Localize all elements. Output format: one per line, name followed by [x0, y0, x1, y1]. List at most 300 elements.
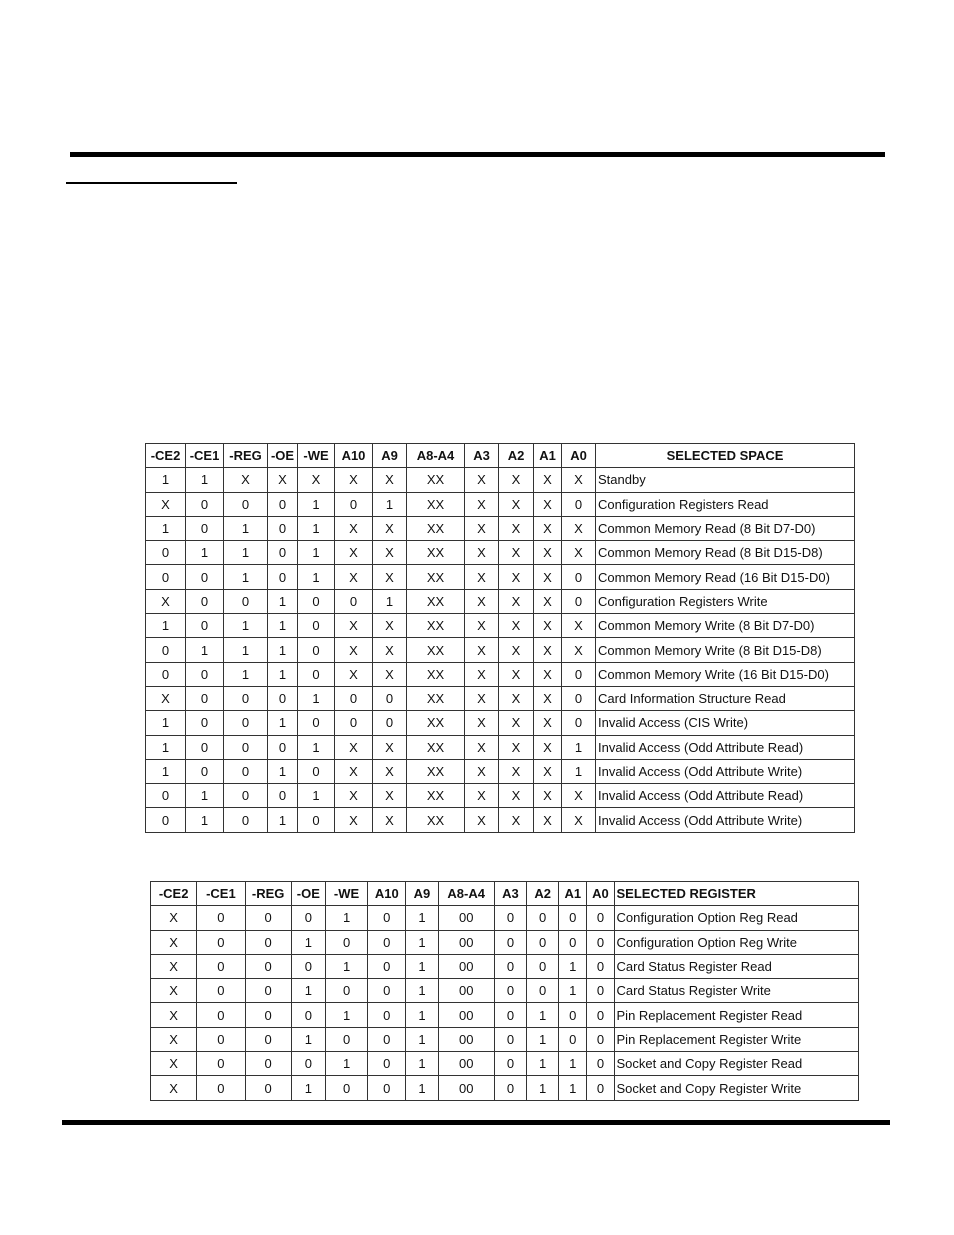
signal-cell: 0 [291, 906, 325, 930]
column-header: A1 [559, 882, 587, 906]
signal-cell: 1 [298, 735, 335, 759]
signal-cell: 0 [527, 954, 559, 978]
signal-cell: 0 [587, 1027, 614, 1051]
description-cell: Configuration Registers Read [596, 492, 855, 516]
signal-cell: 00 [438, 954, 494, 978]
signal-cell: 0 [146, 541, 186, 565]
signal-cell: 0 [146, 784, 186, 808]
signal-cell: 1 [268, 711, 298, 735]
signal-cell: 0 [245, 1027, 291, 1051]
column-header: -OE [268, 444, 298, 468]
signal-cell: 0 [368, 979, 406, 1003]
signal-cell: X [499, 468, 534, 492]
signal-cell: 00 [438, 906, 494, 930]
description-cell: Common Memory Write (8 Bit D7-D0) [596, 614, 855, 638]
description-cell: Socket and Copy Register Read [614, 1052, 858, 1076]
signal-cell: 0 [291, 1052, 325, 1076]
signal-cell: 0 [373, 711, 407, 735]
signal-cell: 0 [368, 930, 406, 954]
signal-cell: 0 [197, 1076, 245, 1100]
signal-cell: 1 [406, 930, 438, 954]
column-header: -CE1 [197, 882, 245, 906]
signal-cell: X [465, 759, 499, 783]
signal-cell: X [465, 614, 499, 638]
signal-cell: 0 [146, 662, 186, 686]
description-cell: Invalid Access (CIS Write) [596, 711, 855, 735]
signal-cell: 0 [562, 662, 596, 686]
signal-cell: X [151, 906, 197, 930]
signal-cell: X [465, 516, 499, 540]
signal-cell: 0 [245, 979, 291, 1003]
description-cell: Invalid Access (Odd Attribute Write) [596, 759, 855, 783]
description-cell: Invalid Access (Odd Attribute Read) [596, 784, 855, 808]
signal-cell: 0 [268, 735, 298, 759]
signal-cell: X [151, 1027, 197, 1051]
signal-cell: XX [407, 759, 465, 783]
description-cell: Card Status Register Read [614, 954, 858, 978]
signal-cell: 0 [268, 492, 298, 516]
signal-cell: 1 [562, 759, 596, 783]
signal-cell: X [465, 589, 499, 613]
table-row [151, 954, 859, 978]
signal-cell: 0 [298, 808, 335, 832]
signal-cell: XX [407, 589, 465, 613]
signal-cell: 0 [224, 784, 268, 808]
signal-cell: 0 [268, 784, 298, 808]
signal-cell: XX [407, 808, 465, 832]
description-cell: Common Memory Write (16 Bit D15-D0) [596, 662, 855, 686]
signal-cell: X [373, 638, 407, 662]
signal-cell: 0 [245, 954, 291, 978]
signal-cell: 0 [559, 1027, 587, 1051]
signal-cell: 1 [298, 686, 335, 710]
signal-cell: 1 [146, 735, 186, 759]
signal-cell: 0 [527, 906, 559, 930]
signal-cell: 0 [146, 565, 186, 589]
signal-cell: X [335, 784, 373, 808]
signal-cell: X [499, 614, 534, 638]
signal-cell: 1 [559, 954, 587, 978]
signal-cell: 1 [186, 784, 224, 808]
signal-cell: 0 [368, 1027, 406, 1051]
signal-cell: X [373, 565, 407, 589]
signal-cell: X [465, 686, 499, 710]
signal-cell: X [534, 686, 562, 710]
signal-cell: 0 [562, 565, 596, 589]
signal-cell: X [224, 468, 268, 492]
signal-cell: X [499, 735, 534, 759]
signal-cell: 0 [325, 1076, 367, 1100]
signal-cell: X [465, 808, 499, 832]
signal-cell: X [562, 638, 596, 662]
signal-cell: 1 [325, 954, 367, 978]
table-row [146, 565, 855, 589]
signal-cell: X [465, 784, 499, 808]
signal-cell: 0 [335, 589, 373, 613]
signal-cell: 0 [186, 614, 224, 638]
signal-cell: X [335, 808, 373, 832]
signal-cell: XX [407, 735, 465, 759]
signal-cell: X [465, 541, 499, 565]
signal-cell: XX [407, 565, 465, 589]
signal-cell: 0 [587, 906, 614, 930]
signal-cell: 0 [335, 492, 373, 516]
table-row [151, 1027, 859, 1051]
signal-cell: 00 [438, 1076, 494, 1100]
signal-cell: X [534, 735, 562, 759]
signal-cell: X [335, 516, 373, 540]
signal-cell: 1 [406, 979, 438, 1003]
signal-cell: 1 [559, 979, 587, 1003]
signal-cell: XX [407, 614, 465, 638]
column-header: A8-A4 [438, 882, 494, 906]
description-cell: Card Status Register Write [614, 979, 858, 1003]
signal-cell: 1 [268, 638, 298, 662]
column-header: -CE2 [146, 444, 186, 468]
signal-cell: 0 [494, 1052, 526, 1076]
signal-cell: 1 [373, 492, 407, 516]
signal-cell: X [268, 468, 298, 492]
signal-cell: 0 [186, 711, 224, 735]
column-header: -OE [291, 882, 325, 906]
signal-cell: 1 [186, 638, 224, 662]
signal-cell: X [151, 1076, 197, 1100]
signal-cell: X [499, 662, 534, 686]
signal-cell: 0 [298, 711, 335, 735]
signal-cell: XX [407, 541, 465, 565]
table-row [146, 808, 855, 832]
signal-cell: X [534, 759, 562, 783]
signal-cell: 1 [298, 565, 335, 589]
signal-cell: 0 [197, 954, 245, 978]
signal-cell: 0 [224, 589, 268, 613]
signal-cell: 1 [268, 589, 298, 613]
column-header: A0 [562, 444, 596, 468]
signal-cell: 1 [224, 614, 268, 638]
signal-cell: X [151, 1003, 197, 1027]
signal-cell: 0 [562, 686, 596, 710]
signal-cell: 1 [298, 784, 335, 808]
signal-cell: 1 [559, 1076, 587, 1100]
table-row [146, 711, 855, 735]
signal-cell: X [151, 979, 197, 1003]
table-row [146, 468, 855, 492]
signal-cell: X [465, 565, 499, 589]
signal-cell: 0 [587, 979, 614, 1003]
signal-cell: 0 [245, 1076, 291, 1100]
signal-cell: 00 [438, 1003, 494, 1027]
table-row [146, 516, 855, 540]
signal-cell: X [373, 759, 407, 783]
signal-cell: 1 [268, 808, 298, 832]
signal-cell: 1 [406, 906, 438, 930]
signal-cell: 0 [245, 1003, 291, 1027]
signal-cell: 0 [559, 906, 587, 930]
signal-cell: 0 [268, 686, 298, 710]
column-header-description: SELECTED REGISTER [614, 882, 858, 906]
table-row [146, 638, 855, 662]
signal-cell: 1 [291, 1027, 325, 1051]
signal-cell: 0 [268, 565, 298, 589]
description-cell: Common Memory Read (8 Bit D15-D8) [596, 541, 855, 565]
signal-cell: 0 [587, 1003, 614, 1027]
signal-cell: 1 [562, 735, 596, 759]
signal-cell: X [562, 468, 596, 492]
signal-cell: X [499, 808, 534, 832]
signal-cell: 1 [559, 1052, 587, 1076]
signal-cell: X [465, 638, 499, 662]
table-row [151, 1076, 859, 1100]
signal-cell: 0 [186, 759, 224, 783]
description-cell: Common Memory Read (16 Bit D15-D0) [596, 565, 855, 589]
signal-cell: X [499, 711, 534, 735]
signal-cell: 0 [494, 979, 526, 1003]
table-row [151, 906, 859, 930]
signal-cell: 1 [146, 759, 186, 783]
signal-cell: 0 [368, 954, 406, 978]
signal-cell: 1 [268, 662, 298, 686]
signal-cell: X [534, 784, 562, 808]
signal-cell: 0 [197, 1052, 245, 1076]
column-header: -CE2 [151, 882, 197, 906]
signal-cell: 00 [438, 1052, 494, 1076]
signal-cell: 0 [587, 1076, 614, 1100]
signal-cell: 0 [494, 1027, 526, 1051]
signal-cell: 1 [527, 1003, 559, 1027]
signal-cell: X [499, 784, 534, 808]
signal-cell: X [562, 516, 596, 540]
signal-cell: 0 [224, 759, 268, 783]
column-header: A3 [465, 444, 499, 468]
signal-cell: 1 [224, 565, 268, 589]
signal-cell: 1 [186, 468, 224, 492]
signal-cell: X [562, 808, 596, 832]
table-row [146, 686, 855, 710]
signal-cell: 0 [373, 686, 407, 710]
signal-cell: 0 [325, 930, 367, 954]
signal-cell: X [373, 541, 407, 565]
table-row [146, 541, 855, 565]
signal-cell: X [499, 492, 534, 516]
signal-cell: 1 [373, 589, 407, 613]
description-cell: Pin Replacement Register Read [614, 1003, 858, 1027]
signal-cell: 0 [197, 930, 245, 954]
signal-cell: XX [407, 638, 465, 662]
column-header: A0 [587, 882, 614, 906]
signal-cell: X [298, 468, 335, 492]
signal-cell: 0 [494, 930, 526, 954]
signal-cell: X [335, 614, 373, 638]
signal-cell: XX [407, 784, 465, 808]
signal-cell: 0 [562, 711, 596, 735]
signal-cell: 0 [325, 979, 367, 1003]
signal-cell: X [465, 711, 499, 735]
signal-cell: 0 [298, 759, 335, 783]
signal-cell: X [335, 468, 373, 492]
signal-cell: X [534, 492, 562, 516]
column-header: A3 [494, 882, 526, 906]
top-rule [70, 152, 885, 157]
signal-cell: 0 [291, 1003, 325, 1027]
signal-cell: X [151, 954, 197, 978]
table-row [151, 1052, 859, 1076]
signal-cell: 1 [291, 979, 325, 1003]
signal-cell: X [335, 662, 373, 686]
signal-cell: 0 [494, 1003, 526, 1027]
column-header: -WE [298, 444, 335, 468]
signal-cell: X [373, 468, 407, 492]
signal-cell: X [373, 784, 407, 808]
signal-cell: X [373, 662, 407, 686]
signal-cell: X [151, 930, 197, 954]
description-cell: Configuration Registers Write [596, 589, 855, 613]
bottom-rule [62, 1120, 890, 1125]
description-cell: Configuration Option Reg Read [614, 906, 858, 930]
column-header: A8-A4 [407, 444, 465, 468]
signal-cell: X [534, 589, 562, 613]
table-row [151, 979, 859, 1003]
signal-cell: 0 [291, 954, 325, 978]
table-row [146, 492, 855, 516]
signal-cell: 0 [186, 589, 224, 613]
signal-cell: 1 [406, 954, 438, 978]
signal-cell: 1 [146, 614, 186, 638]
description-cell: Common Memory Write (8 Bit D15-D8) [596, 638, 855, 662]
signal-cell: 1 [406, 1076, 438, 1100]
signal-cell: X [562, 784, 596, 808]
signal-cell: 1 [224, 638, 268, 662]
signal-cell: 1 [224, 516, 268, 540]
signal-cell: X [534, 468, 562, 492]
signal-cell: 1 [224, 662, 268, 686]
column-header: A9 [406, 882, 438, 906]
signal-cell: 0 [527, 930, 559, 954]
signal-cell: X [335, 638, 373, 662]
description-cell: Socket and Copy Register Write [614, 1076, 858, 1100]
column-header: A2 [499, 444, 534, 468]
signal-cell: 1 [406, 1052, 438, 1076]
signal-cell: 1 [527, 1027, 559, 1051]
table-row [146, 735, 855, 759]
signal-cell: X [499, 541, 534, 565]
table-row [151, 930, 859, 954]
heading-underline [66, 182, 237, 184]
column-header: A1 [534, 444, 562, 468]
signal-cell: 0 [559, 1003, 587, 1027]
column-header-description: SELECTED SPACE [596, 444, 855, 468]
signal-cell: X [534, 662, 562, 686]
signal-cell: 0 [224, 492, 268, 516]
signal-cell: XX [407, 468, 465, 492]
signal-cell: 0 [562, 589, 596, 613]
signal-cell: 1 [298, 492, 335, 516]
signal-cell: 1 [527, 1076, 559, 1100]
signal-cell: XX [407, 516, 465, 540]
signal-cell: XX [407, 492, 465, 516]
signal-cell: 0 [197, 906, 245, 930]
signal-cell: 0 [494, 906, 526, 930]
signal-cell: 0 [146, 638, 186, 662]
column-header: -REG [245, 882, 291, 906]
signal-cell: X [499, 565, 534, 589]
table-header-row [146, 444, 855, 468]
signal-cell: 0 [494, 954, 526, 978]
description-cell: Card Information Structure Read [596, 686, 855, 710]
column-header: A9 [373, 444, 407, 468]
signal-cell: 0 [224, 735, 268, 759]
signal-cell: 0 [197, 1003, 245, 1027]
signal-cell: X [373, 808, 407, 832]
signal-cell: X [499, 589, 534, 613]
signal-cell: 1 [406, 1027, 438, 1051]
signal-cell: X [534, 541, 562, 565]
signal-cell: 0 [562, 492, 596, 516]
signal-cell: X [146, 589, 186, 613]
signal-cell: 1 [224, 541, 268, 565]
signal-cell: 0 [587, 1052, 614, 1076]
selected-register-table [150, 881, 859, 1101]
signal-cell: X [465, 662, 499, 686]
description-cell: Common Memory Read (8 Bit D7-D0) [596, 516, 855, 540]
signal-cell: 0 [224, 686, 268, 710]
signal-cell: 1 [527, 1052, 559, 1076]
description-cell: Configuration Option Reg Write [614, 930, 858, 954]
signal-cell: 1 [298, 541, 335, 565]
signal-cell: X [534, 638, 562, 662]
table-row [146, 589, 855, 613]
signal-cell: 0 [268, 541, 298, 565]
signal-cell: XX [407, 711, 465, 735]
signal-cell: 0 [587, 954, 614, 978]
signal-cell: X [499, 759, 534, 783]
signal-cell: 1 [268, 759, 298, 783]
table-row [151, 1003, 859, 1027]
signal-cell: 00 [438, 1027, 494, 1051]
signal-cell: 0 [245, 1052, 291, 1076]
signal-cell: 0 [268, 516, 298, 540]
signal-cell: 0 [245, 930, 291, 954]
signal-cell: 0 [186, 565, 224, 589]
signal-cell: 0 [245, 906, 291, 930]
signal-cell: 0 [368, 1003, 406, 1027]
column-header: A10 [335, 444, 373, 468]
signal-cell: 0 [527, 979, 559, 1003]
signal-cell: 0 [186, 686, 224, 710]
column-header: A10 [368, 882, 406, 906]
column-header: -REG [224, 444, 268, 468]
signal-cell: 1 [298, 516, 335, 540]
signal-cell: 1 [186, 808, 224, 832]
signal-cell: X [373, 614, 407, 638]
signal-cell: 0 [186, 662, 224, 686]
signal-cell: 00 [438, 979, 494, 1003]
signal-cell: 0 [197, 979, 245, 1003]
selected-space-table [145, 443, 855, 833]
signal-cell: 0 [368, 1076, 406, 1100]
signal-cell: 0 [186, 492, 224, 516]
signal-cell: 1 [268, 614, 298, 638]
signal-cell: X [146, 686, 186, 710]
signal-cell: 1 [325, 1052, 367, 1076]
description-cell: Invalid Access (Odd Attribute Write) [596, 808, 855, 832]
signal-cell: X [373, 516, 407, 540]
signal-cell: X [534, 711, 562, 735]
signal-cell: X [534, 516, 562, 540]
signal-cell: 0 [335, 711, 373, 735]
signal-cell: XX [407, 662, 465, 686]
table-row [146, 759, 855, 783]
signal-cell: 0 [325, 1027, 367, 1051]
